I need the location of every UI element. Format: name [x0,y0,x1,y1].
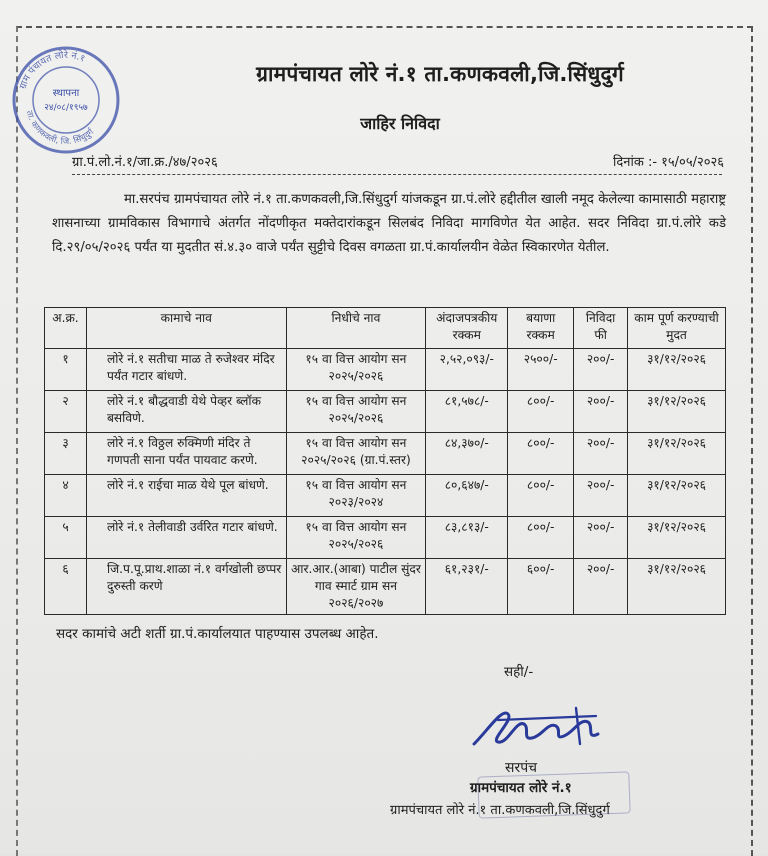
cell-fee: २००/- [574,391,628,433]
cell-work: जि.प.पू.प्राथ.शाळा नं.१ वर्गखोली छप्पर दुरुस्ती करणे [86,559,286,615]
cell-fee: २००/- [574,559,628,615]
document-title: ग्रामपंचायत लोरे नं.१ ता.कणकवली,जि.सिंधुदुर्ग [256,62,624,86]
seal-top-text: ग्राम पंचायत लोरे नं.१ [17,49,87,91]
gram-panchayat-seal [10,44,122,156]
cell-fund: १५ वा वित्त आयोग सन २०२५/२०२६ [286,391,426,433]
cell-sr: ४ [45,475,87,517]
cell-sr: १ [45,349,87,391]
cell-fund: आर.आर.(आबा) पाटील सुंदर गाव स्मार्ट ग्राम सन २०२६/२०२७ [286,559,426,615]
document-subtitle: जाहिर निविदा [360,114,440,133]
cell-fund: १५ वा वित्त आयोग सन २०२३/२०२४ [286,475,426,517]
header-fee: निविदा फी [574,308,628,349]
cell-deadline: ३१/१२/२०२६ [628,391,726,433]
table-row [45,559,726,615]
header-fund: निधीचे नाव [286,308,426,349]
cell-fee: २००/- [574,517,628,559]
cell-estimate: ८१,५७८/- [426,391,508,433]
cell-deposit: ८००/- [508,475,574,517]
cell-sr: ६ [45,559,87,615]
reference-number: ग्रा.पं.लो.नं.१/जा.क्र./४७/२०२६ [72,155,218,170]
seal-bottom-text: ता. कणकवली, जि. सिंधुदुर्ग [23,109,97,148]
intro-paragraph [52,188,726,260]
seal-center-date: २४/०८/१९५७ [44,103,88,113]
table-row [45,517,726,559]
office-address: ग्रामपंचायत लोरे नं.१ ता.कणकवली,जि.सिंधुदुर्ग [390,803,610,818]
cell-sr: ५ [45,517,87,559]
cell-fee: २००/- [574,433,628,475]
cell-deadline: ३१/१२/२०२६ [628,349,726,391]
table-header-row [45,308,726,349]
cell-work: लोरे नं.१ सतीचा माळ ते रुजेश्वर मंदिर पर्यंत गटार बांधणे. [86,349,286,391]
table-row [45,433,726,475]
header-sr: अ.क्र. [45,308,87,349]
table-row [45,349,726,391]
cell-fund: १५ वा वित्त आयोग सन २०२५/२०२६ [286,517,426,559]
header-divider [72,174,722,175]
cell-estimate: २,५२,०९३/- [426,349,508,391]
table-row [45,391,726,433]
cell-deposit: ८००/- [508,391,574,433]
cell-fund: १५ वा वित्त आयोग सन २०२५/२०२६ [286,349,426,391]
cell-estimate: ६१,२३१/- [426,559,508,615]
cell-work: लोरे नं.१ राईचा माळ येथे पूल बांधणे. [86,475,286,517]
table-row [45,475,726,517]
terms-note: सदर कामांचे अटी शर्ती ग्रा.पं.कार्यालयात पाहण्यास उपलब्ध आहेत. [56,626,379,642]
cell-fee: २००/- [574,349,628,391]
seal-center-label: स्थापना [52,88,80,99]
designation-sarpanch: सरपंच [505,760,538,776]
cell-deposit: ८००/- [508,517,574,559]
cell-fee: २००/- [574,475,628,517]
handwritten-signature [468,700,608,754]
cell-sr: २ [45,391,87,433]
signed-mark: सही/- [504,664,534,680]
cell-deadline: ३१/१२/२०२६ [628,517,726,559]
cell-work: लोरे नं.१ तेलीवाडी उर्वरित गटार बांधणे. [86,517,286,559]
cell-deadline: ३१/१२/२०२६ [628,433,726,475]
cell-work: लोरे नं.१ विठ्ठल रुक्मिणी मंदिर ते गणपती साना पर्यंत पायवाट करणे. [86,433,286,475]
cell-deadline: ३१/१२/२०२६ [628,475,726,517]
cell-deposit: २५००/- [508,349,574,391]
header-work: कामाचे नाव [86,308,286,349]
office-name: ग्रामपंचायत लोरे नं.१ [470,780,572,796]
header-deadline: काम पूर्ण करण्याची मुदत [628,308,726,349]
cell-estimate: ८३,८१३/- [426,517,508,559]
cell-deadline: ३१/१२/२०२६ [628,559,726,615]
cell-work: लोरे नं.१ बौद्धवाडी येथे पेव्हर ब्लॉक बसविणे. [86,391,286,433]
works-table [44,307,726,615]
cell-deposit: ६००/- [508,559,574,615]
cell-sr: ३ [45,433,87,475]
cell-deposit: ८००/- [508,433,574,475]
header-deposit: बयाणा रक्कम [508,308,574,349]
header-estimate: अंदाजपत्रकीय रक्कम [426,308,508,349]
cell-fund: १५ वा वित्त आयोग सन २०२५/२०२६ (ग्रा.पं.स्तर) [286,433,426,475]
cell-estimate: ८४,३७०/- [426,433,508,475]
cell-estimate: ८०,६४७/- [426,475,508,517]
issue-date: दिनांक :- १५/०५/२०२६ [612,155,724,170]
intro-text: मा.सरपंच ग्रामपंचायत लोरे नं.१ ता.कणकवली,जि.सिंधुदुर्ग यांजकडून ग्रा.पं.लोरे हद्दीतील खाली नमूद केलेल्या कामासाठी महाराष्ट्र शासनाच्या ग्रामविकास विभागाचे अंतर्गत नोंदणीकृत मक्तेदारांकडून सिलबंद निविदा मागविणेत येत आहेत. सदर निविदा ग्रा.पं.लोरे कडे दि.२९/०५/२०२६ पर्यंत या मुदतीत सं.४.३० वाजे पर्यंत सुट्टीचे दिवस वगळता ग्रा.पं.कार्यालयीन वेळेत स्विकारणेत येतील. [52,192,726,255]
